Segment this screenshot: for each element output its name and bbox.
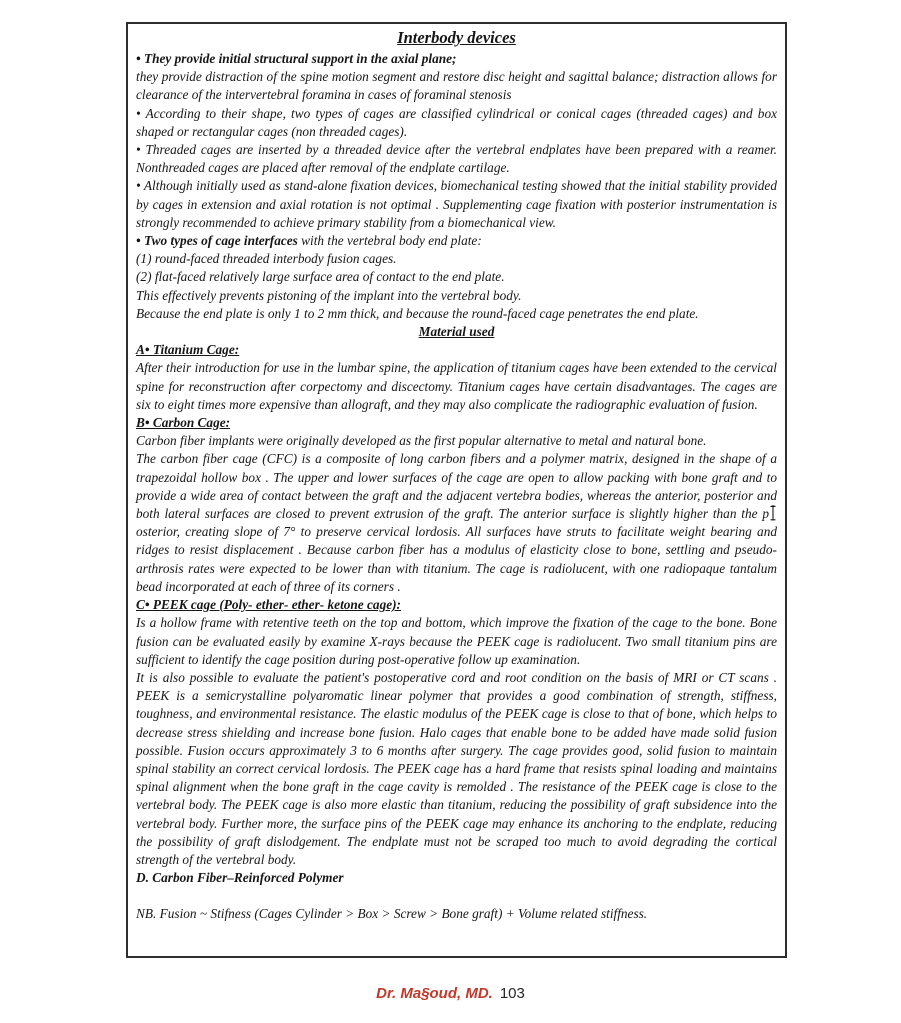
bullet-cage-interfaces bbox=[136, 232, 777, 250]
carbon-cage-paragraph-pre: The carbon fiber cage (CFC) is a composite of long carbon fibers and a polymer matrix, designed in the shape of a trapezoidal hollow box . The upper and lower surfaces of the cage are open to allow packing with bone graft and to provide a wide area of contact between the graft and the adjacent vertebra bodies, whereas the anterior, posterior and both lateral surfaces are closed to prevent extrusion of the graft. The anterior surface is slightly higher than the p bbox=[136, 451, 777, 522]
carbon-cage-intro-line: Carbon fiber implants were originally developed as the first popular alternative to metal and natural bone. bbox=[136, 433, 707, 449]
bullet-structural-support-body: they provide distraction of the spine motion segment and restore disc height and sagittal balance; distraction allows for clearance of the intervertebral foramina in cases of foraminal stenosis bbox=[136, 69, 777, 103]
page-number: 103 bbox=[499, 985, 525, 1002]
bullet-structural-support-lead: • They provide initial structural support in the axial plane; bbox=[136, 51, 457, 66]
bullet-cage-interfaces-lead: • Two types of cage interfaces bbox=[136, 233, 298, 249]
nb-note-line: NB. Fusion ~ Stifness (Cages Cylinder > Box > Screw > Bone graft) + Volume related stiffness. bbox=[136, 906, 648, 922]
page-title: Interbody devices bbox=[397, 28, 516, 47]
peek-cage-heading: C• PEEK cage (Poly- ether- ether- ketone cage): bbox=[136, 597, 401, 613]
titanium-cage-heading: A• Titanium Cage: bbox=[136, 342, 240, 358]
text-cursor-icon bbox=[769, 505, 777, 521]
interface-line-flat-faced: (2) flat-faced relatively large surface area of contact to the end plate. bbox=[136, 269, 505, 285]
interface-line-endplate-thickness: Because the end plate is only 1 to 2 mm thick, and because the round-faced cage penetrates the end plate. bbox=[136, 305, 699, 321]
carbon-fiber-polymer-heading: D. Carbon Fiber–Reinforced Polymer bbox=[136, 870, 344, 886]
bullet-cage-shapes: • According to their shape, two types of cages are classified cylindrical or conical cages (threaded cages) and box shaped or rectangular cages (non threaded cages). bbox=[136, 105, 777, 139]
carbon-cage-paragraph-post: osterior, creating slope of 7° to preserve cervical lordosis. All surfaces have struts to facilitate weight bearing and ridges to resist displacement . Because carbon fiber has a modulus of elasticity close to bone, settling and pseudo- arthrosis rates were expected to be lower than with titanium. The cage is radiolucent, with one radiopaque tantalum bead incorporated at each of three of its corners . bbox=[136, 524, 777, 594]
bullet-threaded-insertion: • Threaded cages are inserted by a threaded device after the vertebral endplates have been prepared with a reamer. Nonthreaded cages are placed after removal of the endplate cartilage. bbox=[136, 142, 777, 176]
document-page-frame bbox=[126, 22, 787, 958]
titanium-cage-paragraph: After their introduction for use in the lumbar spine, the application of titanium cages have been extended to the cervical spine for reconstruction after corpectomy and discectomy. Titanium cages have certain disadvantages. The cages are six to eight times more expensive than allograft, and they may also complicate the radiographic evaluation of fusion. bbox=[136, 360, 777, 412]
peek-cage-paragraph-2: It is also possible to evaluate the patient's postoperative cord and root condition on the basis of MRI or CT scans . PEEK is a semicrystalline polyaromatic linear polymer that provides a good combination of strength, stiffness, toughness, and environmental resistance. The elastic modulus of the PEEK cage is close to that of bone, which helps to decrease stress shielding and increase bone fusion. Halo cages that enable bone to be added have made solid fusion possible. Fusion occurs approximately 3 to 6 months after surgery. The cage provides good, solid fusion to maintain spinal stability an correct cervical lordosis. The PEEK cage has a hard frame that resists spinal loading and maintains spinal alignment when the bone graft in the cage cavity is remolded . The resistance of the PEEK cage is close to the vertebral body. The PEEK cage is also more elastic than titanium, reducing the possibility of graft subsidence into the vertebral body. Further more, the surface pins of the PEEK cage may enhance its anchoring to the endplate, reducing the possibility of graft dislodgement. The endplate must not be scraped too much to avoid degrading the cortical strength of the vertebral body. bbox=[136, 669, 777, 867]
author-name: Dr. Ma§oud, MD. bbox=[376, 985, 493, 1002]
bullet-cage-interfaces-rest: with the vertebral body end plate: bbox=[297, 233, 482, 249]
blank-line bbox=[136, 887, 777, 905]
interface-line-round-faced: (1) round-faced threaded interbody fusion cages. bbox=[136, 251, 397, 267]
material-used-heading: Material used bbox=[418, 324, 495, 340]
peek-cage-paragraph-1: Is a hollow frame with retentive teeth on the top and bottom, which improve the fixation of the cage to the bone. Bone fusion can be evaluated easily by examine X-rays because the PEEK cage is radiolucent. Two small titanium pins are sufficient to identify the cage position during post-operative follow up examination. bbox=[136, 615, 777, 667]
carbon-cage-paragraph bbox=[136, 450, 777, 596]
carbon-cage-heading: B• Carbon Cage: bbox=[136, 415, 231, 431]
page-footer bbox=[0, 985, 901, 1003]
interface-line-pistoning: This effectively prevents pistoning of the implant into the vertebral body. bbox=[136, 287, 522, 303]
bullet-standalone-fixation: • Although initially used as stand-alone fixation devices, biomechanical testing showed that the initial stability provided by cages in extension and axial rotation is not optimal . Supplementing cage fixation with posterior instrumentation is strongly recommended to achieve primary stability from a biomechanical view. bbox=[136, 178, 777, 230]
